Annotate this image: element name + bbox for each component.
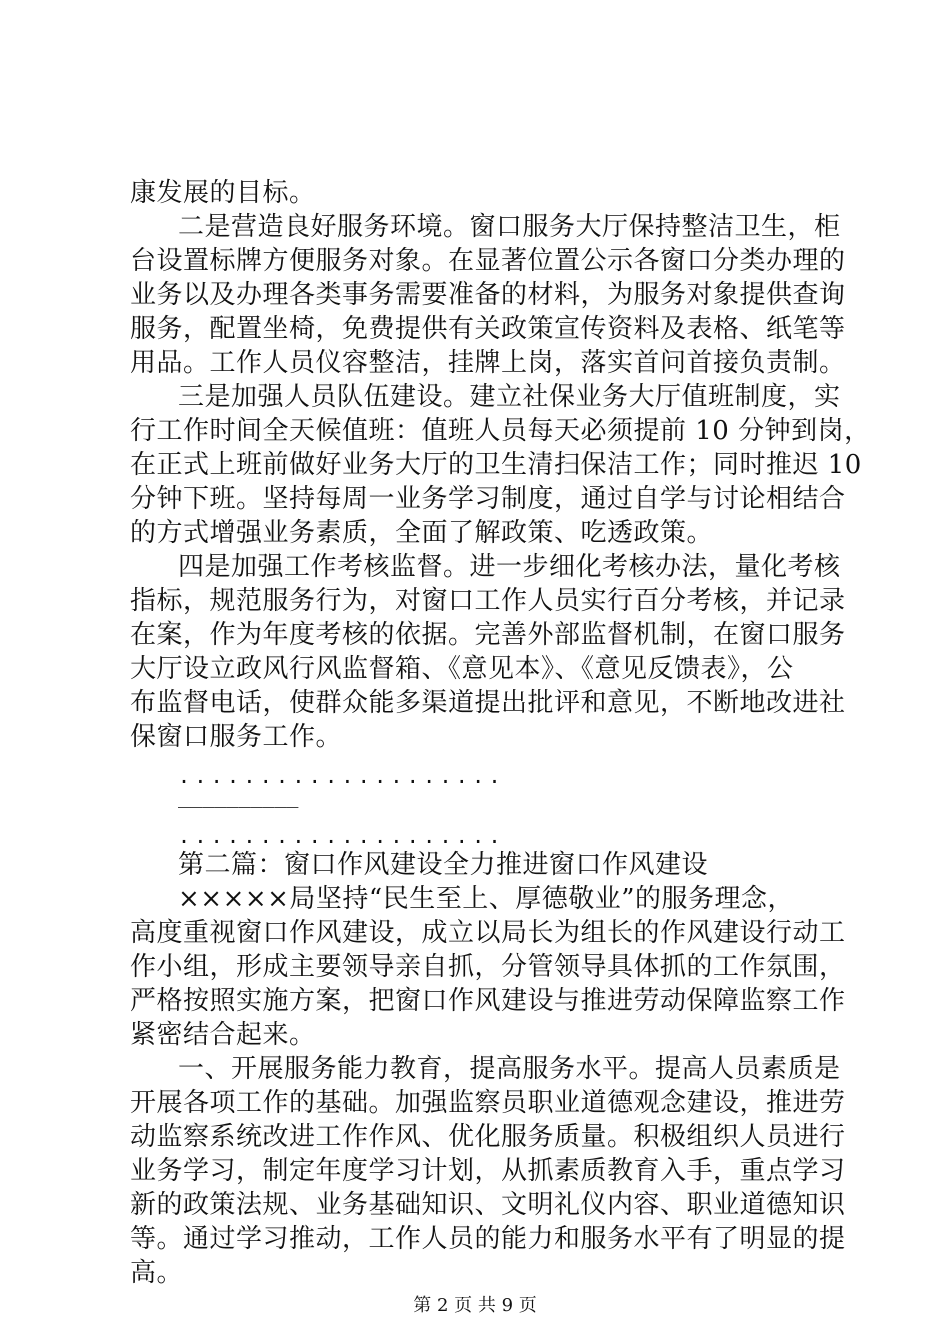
section-title: 第二篇：窗口作风建设全力推进窗口作风建设 [178,850,709,880]
paragraph-line: 台设置标牌方便服务对象。在显著位置公示各窗口分类办理的 [130,246,846,276]
paragraph-line: 保窗口服务工作。 [130,722,343,752]
paragraph-line: 紧密结合起来。 [130,1020,316,1050]
paragraph-line: 业务学习，制定年度学习计划，从抓素质教育入手，重点学习 [130,1156,846,1186]
paragraph-line: 在案，作为年度考核的依据。完善外部监督机制，在窗口服务 [130,620,846,650]
separator-dots: .................... [178,764,505,788]
paragraph-line: 康发展的目标。 [130,178,316,208]
paragraph-line: 分钟下班。坚持每周一业务学习制度，通过自学与讨论相结合 [130,484,846,514]
separator-dashes: __________ [178,784,299,808]
paragraph-line: 高。 [130,1258,184,1288]
paragraph-line: 一、开展服务能力教育，提高服务水平。提高人员素质是 [178,1054,841,1084]
paragraph-line: 行工作时间全天候值班：值班人员每天必须提前 10 分钟到岗， [130,416,871,446]
paragraph-line: 作小组，形成主要领导亲自抓，分管领导具体抓的工作氛围， [130,952,846,982]
paragraph-line: 四是加强工作考核监督。进一步细化考核办法，量化考核 [178,552,841,582]
paragraph-line: 业务以及办理各类事务需要准备的材料，为服务对象提供查询 [130,280,846,310]
paragraph-line: 动监察系统改进工作作风、优化服务质量。积极组织人员进行 [130,1122,846,1152]
paragraph-line: ×××××局坚持“民生至上、厚德敬业”的服务理念， [178,884,795,914]
paragraph-line: 服务，配置坐椅，免费提供有关政策宣传资料及表格、纸笔等 [130,314,846,344]
paragraph-line: 三是加强人员队伍建设。建立社保业务大厅值班制度，实 [178,382,841,412]
paragraph-line: 二是营造良好服务环境。窗口服务大厅保持整洁卫生，柜 [178,212,841,242]
paragraph-line: 用品。工作人员仪容整洁，挂牌上岗，落实首问首接负责制。 [130,348,846,378]
paragraph-line: 严格按照实施方案，把窗口作风建设与推进劳动保障监察工作 [130,986,846,1016]
paragraph-line: 在正式上班前做好业务大厅的卫生清扫保洁工作；同时推迟 10 [130,450,862,480]
paragraph-line: 大厅设立政风行风监督箱、《意见本》、《意见反馈表》，公 [130,654,794,684]
paragraph-line: 指标，规范服务行为，对窗口工作人员实行百分考核，并记录 [130,586,846,616]
paragraph-line: 高度重视窗口作风建设，成立以局长为组长的作风建设行动工 [130,918,846,948]
paragraph-line: 开展各项工作的基础。加强监察员职业道德观念建设，推进劳 [130,1088,846,1118]
paragraph-line: 新的政策法规、业务基础知识、文明礼仪内容、职业道德知识 [130,1190,846,1220]
paragraph-line: 的方式增强业务素质，全面了解政策、吃透政策。 [130,518,714,548]
paragraph-line: 布监督电话，使群众能多渠道提出批评和意见，不断地改进社 [130,688,846,718]
page-footer: 第 2 页 共 9 页 [413,1295,537,1316]
paragraph-line: 等。通过学习推动，工作人员的能力和服务水平有了明显的提 [130,1224,846,1254]
separator-dots: .................... [178,824,505,848]
